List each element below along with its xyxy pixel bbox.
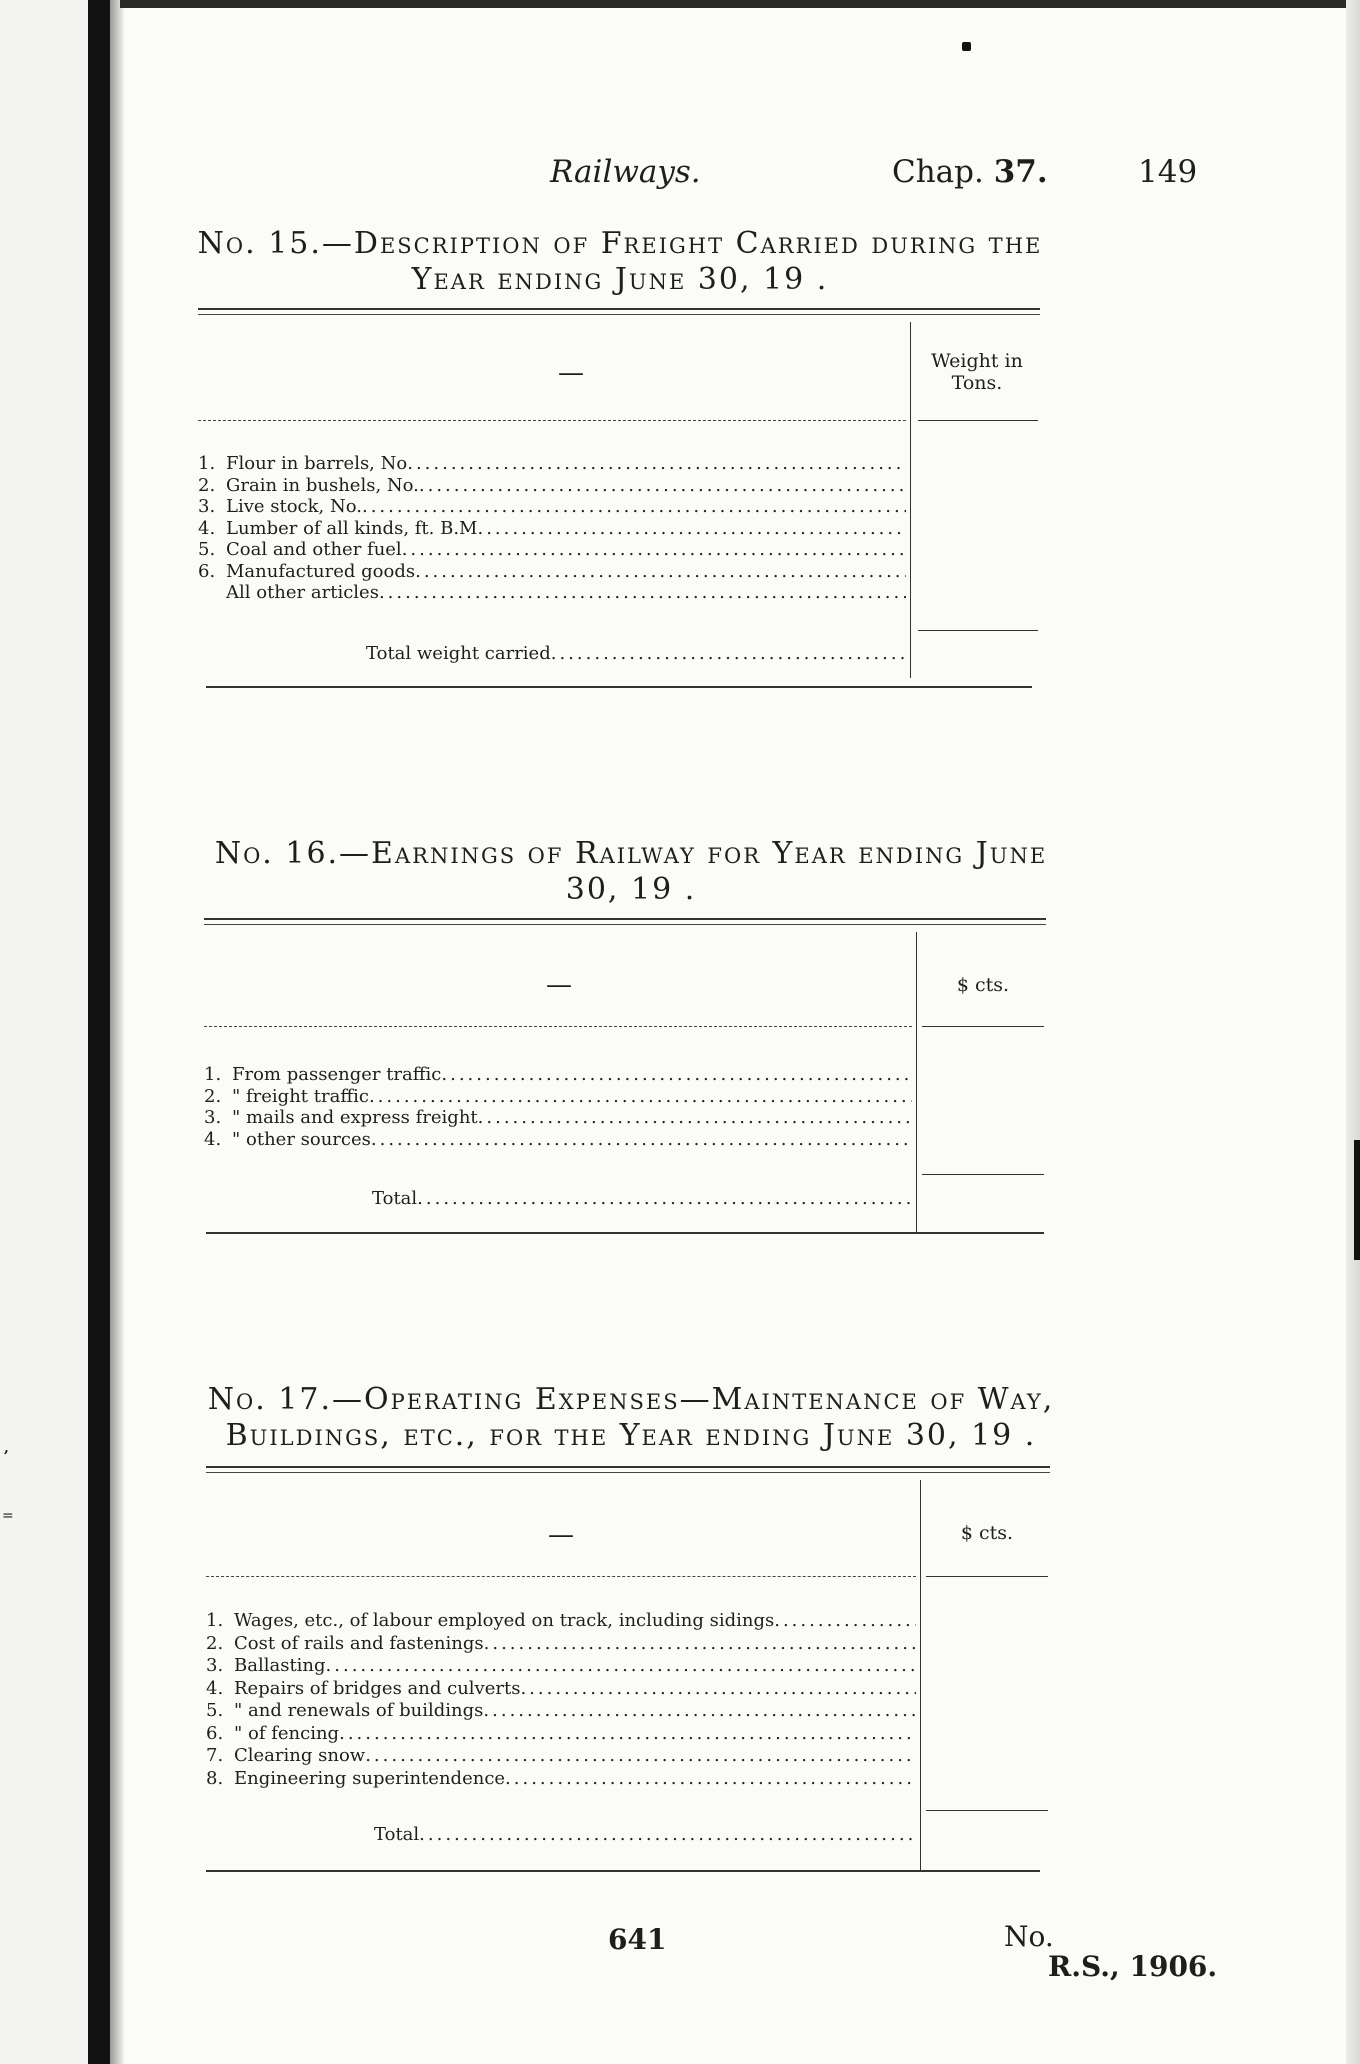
table17-bottom-rule bbox=[206, 1870, 1040, 1872]
table16-right-header: $ cts. bbox=[956, 974, 1010, 996]
table16-rows bbox=[204, 1064, 912, 1150]
table17-title-line2: Buildings, etc., for the Year ending June 30, 19 . bbox=[225, 1418, 1037, 1453]
dot-leader bbox=[419, 1824, 916, 1845]
row-label: " other sources bbox=[232, 1128, 371, 1150]
table17 bbox=[206, 1466, 1050, 1886]
table15-top-rule bbox=[198, 308, 1040, 310]
table-row bbox=[206, 1633, 916, 1656]
row-number: 1. bbox=[204, 1064, 222, 1085]
spine-shadow bbox=[110, 0, 124, 2064]
row-number: 7. bbox=[206, 1745, 224, 1766]
dot-leader bbox=[551, 643, 906, 664]
table16-left-header: — bbox=[546, 970, 572, 1000]
table16 bbox=[204, 918, 1046, 1250]
table17-right-header: $ cts. bbox=[960, 1522, 1014, 1544]
table16-header-rule bbox=[204, 1026, 912, 1027]
row-number: 4. bbox=[198, 517, 216, 539]
table15-title-line2: Year ending June 30, 19 . bbox=[411, 262, 829, 297]
table15-right-header-line2: Tons. bbox=[951, 372, 1003, 394]
margin-mark-comma: , bbox=[4, 1440, 9, 1456]
table16-title bbox=[196, 836, 1066, 908]
row-label: All other articles bbox=[226, 582, 379, 603]
dot-leader bbox=[415, 561, 906, 583]
row-label: From passenger traffic bbox=[232, 1064, 442, 1085]
row-number: 2. bbox=[198, 474, 216, 496]
row-label: " mails and express freight bbox=[232, 1107, 478, 1128]
row-number: 4. bbox=[206, 1677, 224, 1699]
dot-leader bbox=[339, 1723, 916, 1746]
table16-sum-rule bbox=[922, 1174, 1044, 1175]
table17-title-line1: No. 17.—Operating Expenses—Maintenance of Way, bbox=[207, 1382, 1055, 1417]
row-number: 5. bbox=[206, 1700, 224, 1721]
table16-bottom-rule bbox=[206, 1232, 1044, 1234]
row-label: Flour in barrels, No bbox=[226, 453, 408, 474]
table17-column-divider bbox=[920, 1480, 921, 1870]
total-label: Total bbox=[372, 1188, 418, 1209]
dot-leader bbox=[520, 1678, 916, 1701]
table-row bbox=[198, 496, 906, 518]
table15-rows bbox=[198, 453, 906, 604]
table17-header-rule-right bbox=[926, 1576, 1048, 1577]
page-right-tab bbox=[1354, 1140, 1360, 1260]
row-label: Clearing snow bbox=[234, 1745, 366, 1766]
dot-leader bbox=[371, 1129, 912, 1151]
table16-column-divider bbox=[916, 932, 917, 1232]
row-label: Repairs of bridges and culverts bbox=[234, 1677, 521, 1699]
row-label: Wages, etc., of labour employed on track, including sidings bbox=[234, 1610, 775, 1631]
dot-leader bbox=[483, 1700, 916, 1723]
table17-header-rule bbox=[206, 1576, 916, 1577]
row-number: 1. bbox=[206, 1610, 224, 1631]
dot-leader bbox=[478, 1107, 912, 1129]
table17-top-rule-2 bbox=[206, 1472, 1050, 1473]
table-row bbox=[204, 1064, 912, 1086]
dot-leader bbox=[505, 1768, 916, 1791]
margin-mark-equals: = bbox=[2, 1508, 14, 1524]
dot-leader bbox=[441, 1064, 912, 1086]
table15-top-rule-2 bbox=[198, 314, 1040, 315]
table17-sum-rule bbox=[926, 1810, 1048, 1811]
table17-total-row bbox=[374, 1824, 916, 1845]
chapter-number: 37. bbox=[993, 154, 1048, 190]
chapter-label bbox=[892, 154, 1048, 190]
row-number: 3. bbox=[206, 1655, 224, 1676]
row-label: Coal and other fuel bbox=[226, 539, 402, 560]
dot-leader bbox=[407, 453, 906, 475]
table-row bbox=[198, 582, 906, 604]
row-number: 8. bbox=[206, 1767, 224, 1789]
catchword: No. bbox=[1004, 1920, 1054, 1953]
table-row bbox=[204, 1107, 912, 1129]
dot-leader bbox=[369, 1086, 912, 1108]
table-row bbox=[206, 1723, 916, 1746]
row-label: Manufactured goods bbox=[226, 560, 416, 582]
table15-title bbox=[190, 226, 1050, 298]
table15-right-header bbox=[914, 350, 1040, 394]
row-number: 5. bbox=[198, 539, 216, 560]
table-row bbox=[198, 453, 906, 475]
row-label: Cost of rails and fastenings bbox=[234, 1632, 484, 1654]
table15-bottom-rule bbox=[206, 686, 1032, 688]
table15-header-rule-right bbox=[918, 420, 1038, 421]
table-row bbox=[206, 1700, 916, 1723]
dot-leader bbox=[402, 539, 906, 561]
dot-leader bbox=[379, 582, 906, 604]
table15-right-header-line1: Weight in bbox=[931, 350, 1023, 372]
total-label: Total bbox=[374, 1824, 420, 1845]
table-row bbox=[198, 561, 906, 583]
folio-number: 641 bbox=[608, 1923, 667, 1956]
row-label: Live stock, No. bbox=[226, 496, 362, 517]
table-row bbox=[206, 1678, 916, 1701]
table17-top-rule bbox=[206, 1466, 1050, 1468]
dot-leader bbox=[326, 1655, 916, 1678]
table16-top-rule bbox=[204, 918, 1046, 920]
table15-header-rule bbox=[198, 420, 906, 421]
row-number: 2. bbox=[206, 1632, 224, 1654]
table15 bbox=[198, 308, 1040, 700]
row-label: Engineering superintendence bbox=[234, 1767, 506, 1789]
row-number: 1. bbox=[198, 453, 216, 474]
ink-speck bbox=[962, 42, 971, 51]
table-row bbox=[198, 539, 906, 561]
row-label: " freight traffic bbox=[232, 1085, 369, 1107]
table-row bbox=[198, 518, 906, 540]
row-number bbox=[198, 582, 226, 604]
row-number: 6. bbox=[198, 560, 216, 582]
table16-title-line2: 30, 19 . bbox=[565, 872, 697, 907]
table17-title bbox=[196, 1382, 1066, 1454]
page-number: 149 bbox=[1138, 154, 1198, 190]
table-row bbox=[198, 475, 906, 497]
table16-top-rule-2 bbox=[204, 924, 1046, 925]
row-label: " and renewals of buildings bbox=[234, 1700, 484, 1721]
page-top-edge bbox=[120, 0, 1360, 8]
row-number: 4. bbox=[204, 1128, 222, 1150]
table-row bbox=[206, 1610, 916, 1633]
row-label: Ballasting bbox=[234, 1655, 326, 1676]
page-right-edge bbox=[1346, 0, 1360, 2064]
table17-rows bbox=[206, 1610, 916, 1790]
dot-leader bbox=[417, 1188, 912, 1209]
table-row bbox=[206, 1745, 916, 1768]
running-title: Railways. bbox=[550, 154, 701, 190]
imprint: R.S., 1906. bbox=[1048, 1950, 1218, 1983]
table15-left-header: — bbox=[558, 358, 584, 388]
table-row bbox=[204, 1129, 912, 1151]
table15-column-divider bbox=[910, 322, 911, 678]
row-label: " of fencing bbox=[234, 1722, 340, 1744]
table15-title-line1: No. 15.—Description of Freight Carried during the bbox=[197, 226, 1043, 261]
row-number: 6. bbox=[206, 1722, 224, 1744]
dot-leader bbox=[362, 496, 906, 518]
dot-leader bbox=[774, 1610, 916, 1633]
table16-title-line1: No. 16.—Earnings of Railway for Year ending June bbox=[214, 836, 1048, 871]
row-label: Lumber of all kinds, ft. B.M bbox=[226, 517, 478, 539]
row-number: 2. bbox=[204, 1085, 222, 1107]
dot-leader bbox=[365, 1745, 916, 1768]
dot-leader bbox=[477, 518, 906, 540]
row-number: 3. bbox=[204, 1107, 222, 1128]
total-label: Total weight carried bbox=[366, 643, 551, 664]
table-row bbox=[204, 1086, 912, 1108]
table17-left-header: — bbox=[548, 1520, 574, 1550]
table16-header-rule-right bbox=[922, 1026, 1044, 1027]
table-row bbox=[206, 1768, 916, 1791]
table15-total-row bbox=[366, 643, 906, 664]
table16-total-row bbox=[372, 1188, 912, 1209]
table15-sum-rule bbox=[918, 630, 1038, 631]
row-label: Grain in bushels, No. bbox=[226, 474, 419, 496]
dot-leader bbox=[419, 475, 906, 497]
dot-leader bbox=[484, 1633, 916, 1656]
table-row bbox=[206, 1655, 916, 1678]
row-number: 3. bbox=[198, 496, 216, 517]
chapter-word: Chap. bbox=[892, 154, 984, 190]
book-spine bbox=[88, 0, 110, 2064]
